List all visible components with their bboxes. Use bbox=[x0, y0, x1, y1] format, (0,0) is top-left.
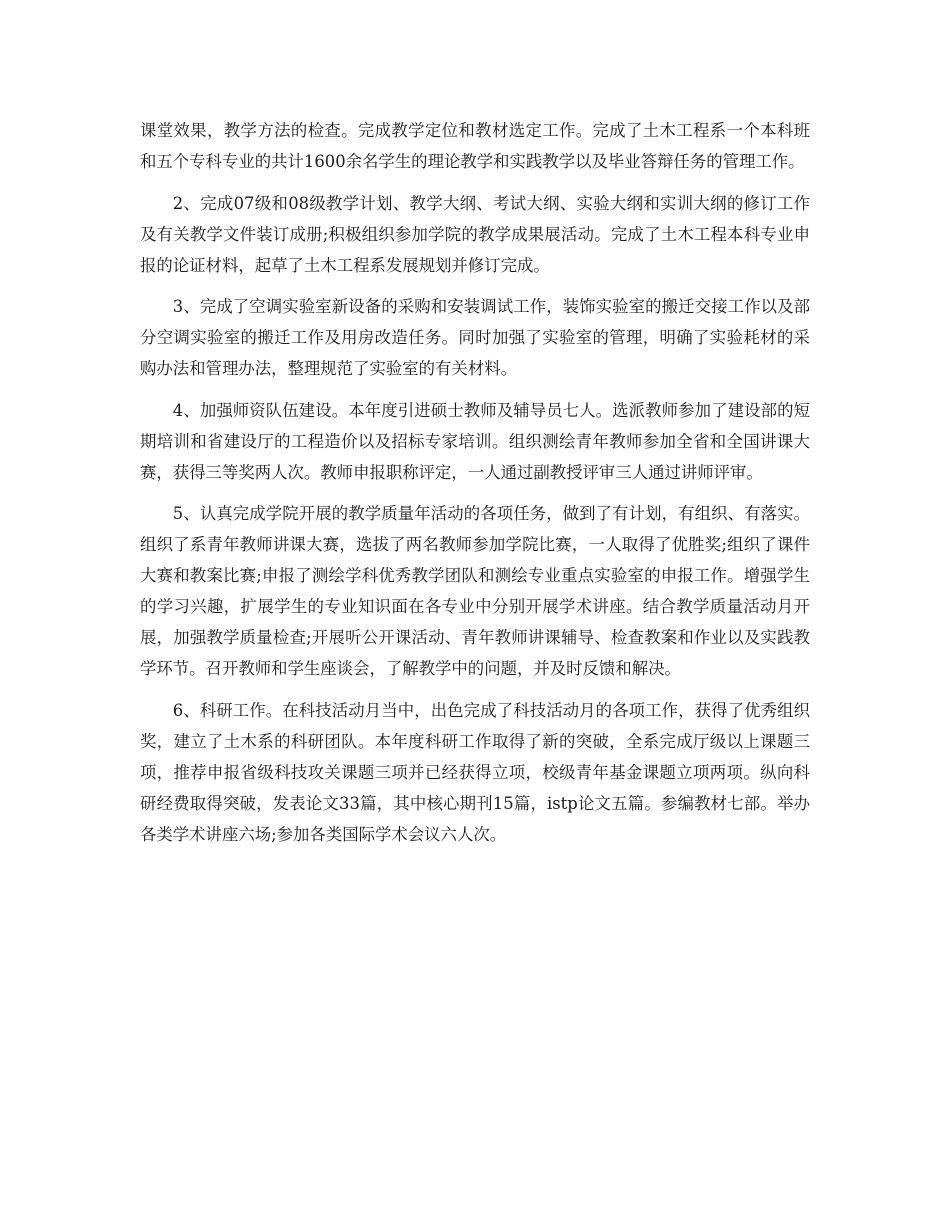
paragraph-item-5: 5、认真完成学院开展的教学质量年活动的各项任务，做到了有计划，有组织、有落实。组织了系青年教师讲课大赛，选拔了两名教师参加学院比赛，一人取得了优胜奖;组织了课件大赛和教案比赛;申报了测绘学科优秀教学团队和测绘专业重点实验室的申报工作。增强学生的学习兴趣，扩展学生的专业知识面在各专业中分别开展学术讲座。结合教学质量活动月开展，加强教学质量检查;开展听公开课活动、青年教师讲课辅导、检查教案和作业以及实践教学环节。召开教师和学生座谈会，了解教学中的问题，并及时反馈和解决。 bbox=[140, 504, 810, 678]
paragraph-item-4: 4、加强师资队伍建设。本年度引进硕士教师及辅导员七人。选派教师参加了建设部的短期培训和省建设厅的工程造价以及招标专家培训。组织测绘青年教师参加全省和全国讲课大赛，获得三等奖两人次。教师申报职称评定，一人通过副教授评审三人通过讲师评审。 bbox=[140, 400, 810, 482]
document-body bbox=[140, 115, 810, 860]
paragraph-item-6: 6、科研工作。在科技活动月当中，出色完成了科技活动月的各项工作，获得了优秀组织奖，建立了土木系的科研团队。本年度科研工作取得了新的突破，全系完成厅级以上课题三项，推荐申报省级科技攻关课题三项并已经获得立项，校级青年基金课题立项两项。纵向科研经费取得突破，发表论文33篇，其中核心期刊15篇，istp论文五篇。参编教材七部。举办各类学术讲座六场;参加各类国际学术会议六人次。 bbox=[140, 700, 810, 844]
paragraph-item-3: 3、完成了空调实验室新设备的采购和安装调试工作，装饰实验室的搬迁交接工作以及部分空调实验室的搬迁工作及用房改造任务。同时加强了实验室的管理，明确了实验耗材的采购办法和管理办法，整理规范了实验室的有关材料。 bbox=[140, 297, 810, 378]
paragraph-item-2: 2、完成07级和08级教学计划、教学大纲、考试大纲、实验大纲和实训大纲的修订工作及有关教学文件装订成册;积极组织参加学院的教学成果展活动。完成了土木工程本科专业申报的论证材料，起草了土木工程系发展规划并修订完成。 bbox=[140, 193, 810, 275]
paragraph-continuation: 课堂效果，教学方法的检查。完成教学定位和教材选定工作。完成了土木工程系一个本科班和五个专科专业的共计1600余名学生的理论教学和实践教学以及毕业答辩任务的管理工作。 bbox=[140, 121, 810, 171]
